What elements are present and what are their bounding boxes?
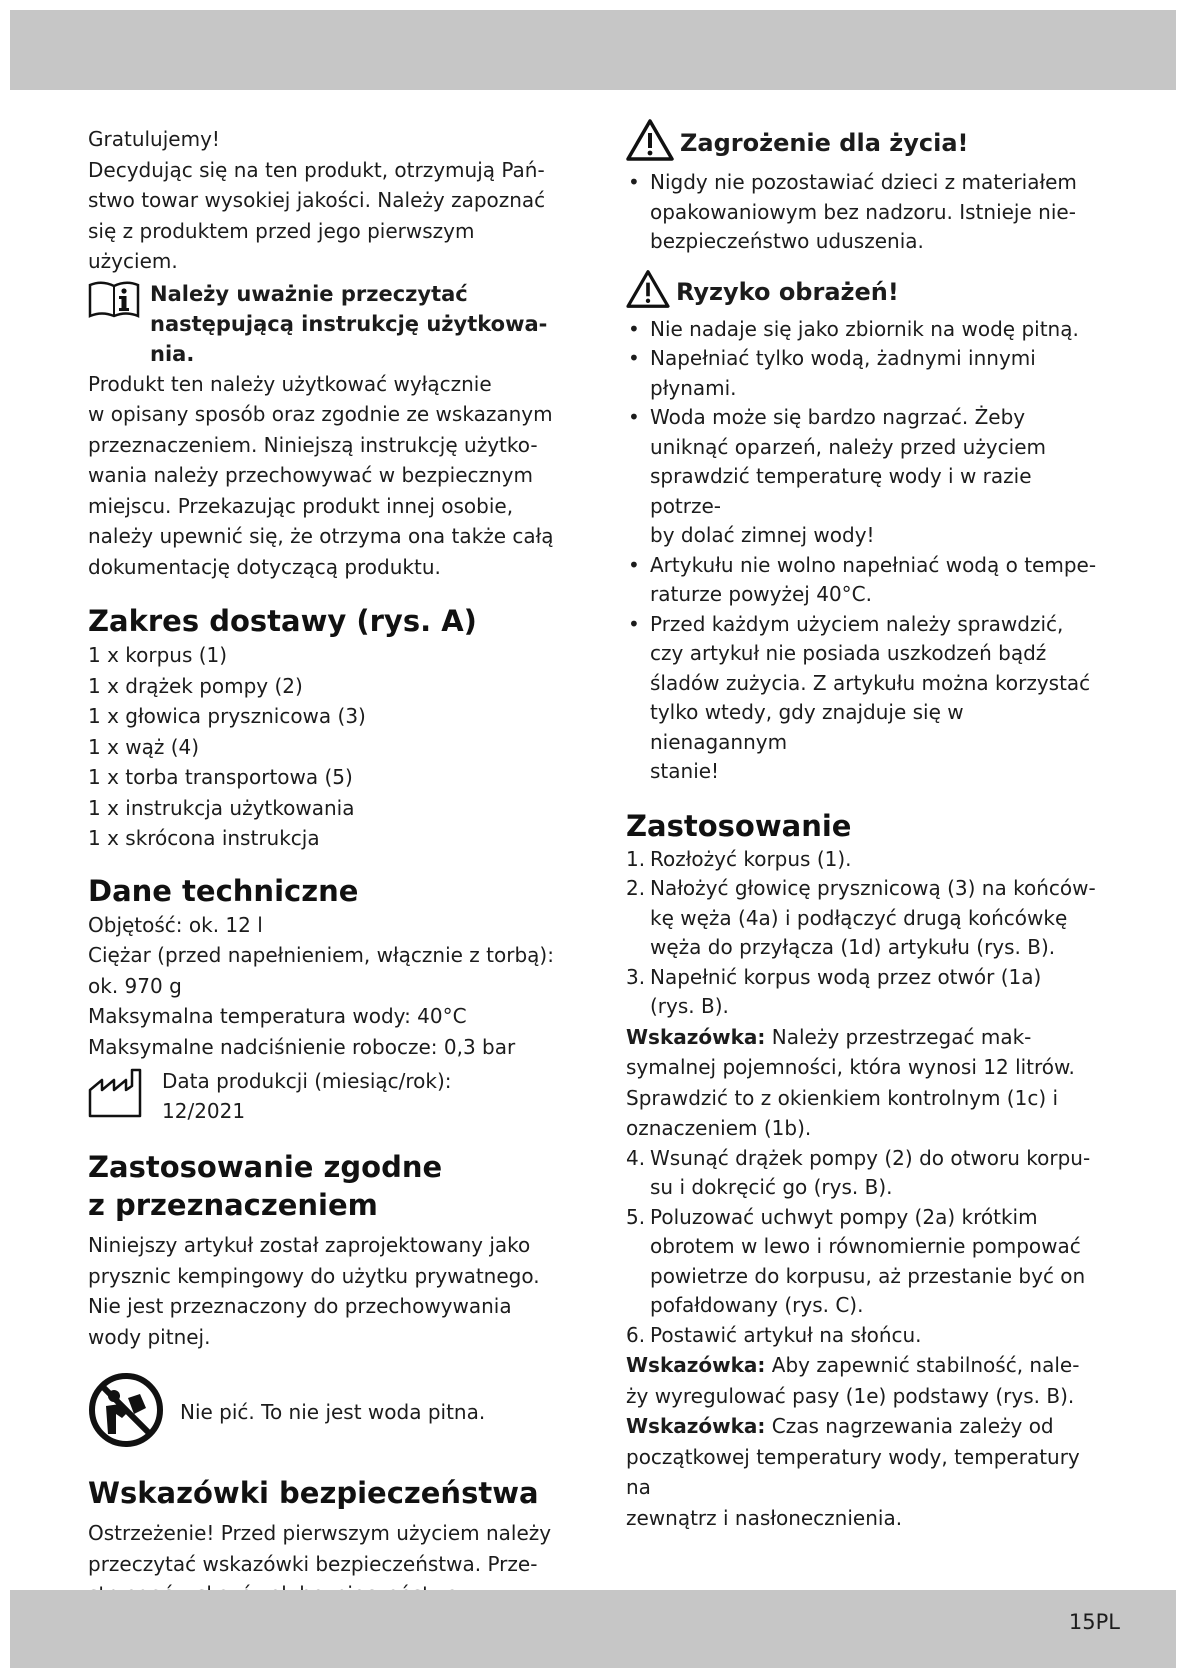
list-item: 1 x instrukcja użytkowania bbox=[88, 795, 355, 820]
list-item bbox=[626, 551, 1104, 610]
item-line: • Woda może się bardzo nagrzać. Żeby bbox=[650, 405, 1026, 429]
text-line: prysznic kempingowy do użytku prywatnego. bbox=[88, 1263, 540, 1288]
page-number: 15PL bbox=[1068, 1610, 1120, 1634]
text-line: dokumentację dotyczącą produktu. bbox=[88, 554, 441, 579]
text-line: wania należy przechowywać w bezpiecznym bbox=[88, 463, 533, 487]
step-line: Poluzować uchwyt pompy (2a) krótkim bbox=[650, 1204, 1038, 1229]
footer-band bbox=[10, 1590, 1176, 1668]
note-label: Wskazówka: bbox=[626, 1024, 766, 1049]
intro-line: stwo towar wysokiej jakości. Należy zapoznać bbox=[88, 188, 546, 212]
header-band bbox=[10, 10, 1176, 90]
item-line: śladów zużycia. Z artykułu można korzystać bbox=[650, 670, 1091, 695]
text-line: w opisany sposób oraz zgodnie ze wskazanym bbox=[88, 402, 553, 426]
intro-line: Gratulujemy! bbox=[88, 127, 220, 151]
item-line: sprawdzić temperaturę wody i w razie potrze- bbox=[650, 464, 1032, 518]
list-item: 1 x drążek pompy (2) bbox=[88, 673, 303, 698]
item-line: tylko wtedy, gdy znajduje się w nienagannym bbox=[650, 700, 964, 754]
list-item bbox=[626, 403, 1104, 551]
note-line: Sprawdzić to z okienkiem kontrolnym (1c) i bbox=[626, 1085, 1059, 1110]
tech-line: ok. 970 g bbox=[88, 973, 182, 998]
delivery-list bbox=[88, 640, 568, 854]
note-line bbox=[626, 1022, 1104, 1053]
item-line: raturze powyżej 40°C. bbox=[650, 582, 872, 606]
danger-title: Zagrożenie dla życia! bbox=[680, 129, 969, 157]
text-line: Nie jest przeznaczony do przechowywania bbox=[88, 1294, 512, 1318]
danger-list bbox=[626, 168, 1104, 257]
text-line: Ostrzeżenie! Przed pierwszym użyciem należy bbox=[88, 1521, 552, 1545]
text-line: Niniejszy artykuł został zaprojektowany jako bbox=[88, 1233, 531, 1257]
read-instructions-notice bbox=[88, 279, 568, 369]
list-item: 1 x korpus (1) bbox=[88, 643, 228, 667]
manufacture-label: Data produkcji (miesiąc/rok): bbox=[162, 1069, 452, 1093]
note-line: symalnej pojemności, która wynosi 12 litrów. bbox=[626, 1055, 1075, 1079]
intended-use-heading bbox=[88, 1148, 568, 1224]
item-line: czy artykuł nie posiada uszkodzeń bądź bbox=[650, 641, 1047, 665]
item-line: by dolać zimnej wody! bbox=[650, 523, 875, 547]
step-line: su i dokręcić go (rys. B). bbox=[650, 1175, 893, 1199]
heading-line: Zastosowanie zgodne bbox=[88, 1150, 443, 1184]
list-item bbox=[626, 315, 1104, 345]
intro-line: się z produktem przed jego pierwszym użyciem. bbox=[88, 218, 475, 273]
step-line: Rozłożyć korpus (1). bbox=[650, 846, 852, 871]
danger-heading bbox=[626, 118, 1104, 168]
step-number: 6. bbox=[626, 1322, 646, 1347]
list-item: 1 x wąż (4) bbox=[88, 734, 200, 759]
item-line: • Przed każdym użyciem należy sprawdzić, bbox=[650, 611, 1064, 636]
note-line: zewnątrz i nasłonecznienia. bbox=[626, 1505, 903, 1530]
usage-heading: Zastosowanie bbox=[626, 808, 852, 843]
text-line: miejscu. Przekazując produkt innej osobie, bbox=[88, 493, 514, 518]
note-line bbox=[626, 1411, 1104, 1442]
injury-list bbox=[626, 315, 1104, 787]
step-item bbox=[626, 963, 1104, 1022]
step-item bbox=[626, 1144, 1104, 1203]
text-line: należy upewnić się, że otrzyma ona także całą bbox=[88, 524, 554, 548]
list-item bbox=[626, 168, 1104, 257]
right-column bbox=[626, 118, 1104, 1533]
note-stability bbox=[626, 1350, 1104, 1411]
step-line: kę węża (4a) i podłączyć drugą końcówkę bbox=[650, 905, 1068, 930]
step-item bbox=[626, 874, 1104, 963]
note-text: Aby zapewnić stabilność, nale- bbox=[765, 1353, 1080, 1377]
intro-paragraph bbox=[88, 124, 568, 277]
notice-line: następującą instrukcję użytkowa- bbox=[150, 311, 548, 336]
step-line: (rys. B). bbox=[650, 994, 729, 1018]
injury-title: Ryzyko obrażeń! bbox=[676, 277, 899, 306]
note-heating bbox=[626, 1411, 1104, 1533]
notice-line: Należy uważnie przeczytać bbox=[150, 281, 468, 306]
step-line: obrotem w lewo i równomiernie pompować bbox=[650, 1234, 1081, 1258]
item-line: uniknąć oparzeń, należy przed użyciem bbox=[650, 434, 1046, 459]
tech-data-list bbox=[88, 910, 568, 1063]
note-label: Wskazówka: bbox=[626, 1353, 766, 1377]
step-line: Postawić artykuł na słońcu. bbox=[650, 1322, 922, 1347]
note-text: Należy przestrzegać mak- bbox=[765, 1024, 1032, 1049]
injury-heading bbox=[626, 269, 1104, 315]
warning-triangle-icon bbox=[626, 118, 674, 168]
note-label: Wskazówka: bbox=[626, 1414, 766, 1438]
no-drinking-notice bbox=[88, 1372, 568, 1452]
note-line: oznaczeniem (1b). bbox=[626, 1116, 812, 1140]
notice-line: nia. bbox=[150, 341, 195, 366]
step-item bbox=[626, 1203, 1104, 1321]
step-number: 3. bbox=[626, 964, 646, 989]
note-line: początkowej temperatury wody, temperatury na bbox=[626, 1444, 1080, 1499]
item-line: • Napełniać tylko wodą, żadnymi innymi bbox=[650, 346, 1036, 370]
factory-icon bbox=[88, 1066, 142, 1122]
tech-data-heading: Dane techniczne bbox=[88, 873, 359, 908]
list-item: 1 x torba transportowa (5) bbox=[88, 765, 353, 789]
item-line: • Artykułu nie wolno napełniać wodą o tempe- bbox=[650, 552, 1097, 577]
item-line: płynami. bbox=[650, 375, 737, 400]
step-line: węża do przyłącza (1d) artykułu (rys. B). bbox=[650, 935, 1056, 959]
item-line: • Nie nadaje się jako zbiornik na wodę pitną. bbox=[650, 316, 1079, 341]
intended-use-paragraph bbox=[88, 1230, 568, 1352]
warning-triangle-icon bbox=[626, 269, 670, 315]
usage-steps-b bbox=[626, 1144, 1104, 1351]
text-line: Produkt ten należy użytkować wyłącznie bbox=[88, 371, 492, 396]
item-line: • Nigdy nie pozostawiać dzieci z materiałem bbox=[650, 170, 1077, 194]
step-line: powietrze do korpusu, aż przestanie być on bbox=[650, 1263, 1086, 1288]
note-line: ży wyregulować pasy (1e) podstawy (rys. B). bbox=[626, 1383, 1075, 1408]
list-item bbox=[626, 344, 1104, 403]
text-line: przeznaczeniem. Niniejszą instrukcję użytko- bbox=[88, 432, 538, 457]
step-line: Napełnić korpus wodą przez otwór (1a) bbox=[650, 964, 1042, 989]
usage-paragraph bbox=[88, 369, 568, 583]
text-line: przeczytać wskazówki bezpieczeństwa. Prze- bbox=[88, 1551, 538, 1576]
list-item bbox=[626, 610, 1104, 787]
safety-heading: Wskazówki bezpieczeństwa bbox=[88, 1476, 539, 1510]
step-number: 4. bbox=[626, 1145, 646, 1170]
note-capacity bbox=[626, 1022, 1104, 1144]
step-number: 1. bbox=[626, 846, 646, 871]
heading-line: z przeznaczeniem bbox=[88, 1188, 378, 1222]
no-drinking-text: Nie pić. To nie jest woda pitna. bbox=[180, 1400, 486, 1424]
tech-line: Objętość: ok. 12 l bbox=[88, 912, 263, 937]
intro-line: Decydując się na ten produkt, otrzymują Pań- bbox=[88, 157, 545, 182]
step-line: Nałożyć głowicę prysznicową (3) na końców- bbox=[650, 876, 1096, 900]
list-item: 1 x głowica prysznicowa (3) bbox=[88, 704, 366, 728]
manufacture-value: 12/2021 bbox=[162, 1099, 246, 1123]
step-item bbox=[626, 845, 1104, 875]
step-line: pofałdowany (rys. C). bbox=[650, 1293, 864, 1317]
tech-line: Maksymalna temperatura wody: 40°C bbox=[88, 1004, 467, 1028]
no-drinking-icon bbox=[88, 1372, 164, 1452]
text-line: wody pitnej. bbox=[88, 1324, 211, 1349]
item-line: opakowaniowym bez nadzoru. Istnieje nie- bbox=[650, 199, 1076, 224]
delivery-heading: Zakres dostawy (rys. A) bbox=[88, 604, 477, 638]
left-column bbox=[88, 124, 568, 1610]
item-line: bezpieczeństwo uduszenia. bbox=[650, 229, 924, 253]
usage-steps-a bbox=[626, 845, 1104, 1022]
step-number: 2. bbox=[626, 876, 646, 900]
step-item bbox=[626, 1321, 1104, 1351]
manual-info-icon bbox=[88, 279, 140, 323]
note-line bbox=[626, 1350, 1104, 1381]
list-item: 1 x skrócona instrukcja bbox=[88, 826, 320, 850]
item-line: stanie! bbox=[650, 759, 720, 783]
step-line: Wsunąć drążek pompy (2) do otworu korpu- bbox=[650, 1145, 1091, 1170]
manufacture-date bbox=[88, 1066, 568, 1126]
step-number: 5. bbox=[626, 1204, 646, 1229]
tech-line: Ciężar (przed napełnieniem, włącznie z torbą): bbox=[88, 943, 554, 967]
tech-line: Maksymalne nadciśnienie robocze: 0,3 bar bbox=[88, 1034, 516, 1059]
note-text: Czas nagrzewania zależy od bbox=[765, 1414, 1054, 1438]
